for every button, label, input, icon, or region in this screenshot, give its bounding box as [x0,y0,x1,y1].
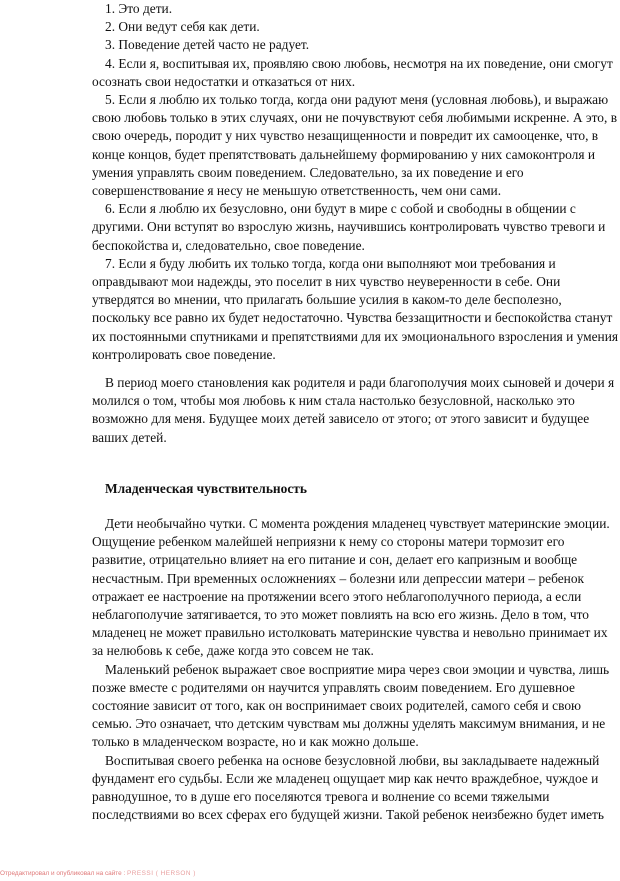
list-item: 2. Они ведут себя как дети. [105,19,260,35]
watermark-text: Отредактировал и опубликовал на сайте : [0,870,126,877]
section-heading: Младенческая чувствительность [105,481,307,496]
list-item: 6. Если я люблю их безусловно, они будут в мире с собой и свободны в общении с другими. Они вступят во взрослую жизнь, научившись контролировать чувство тревоги и беспокойства и, следовательно, свое поведение. [92,201,606,253]
list-item: 7. Если я буду любить их только тогда, когда они выполняют мои требования и оправдывают мои надежды, это поселит в них чувство неуверенности в себе. Они утвердятся во мнении, что прилагать большие усилия в каком-то деле бесполезно, поскольку все равно их будет недостаточно. Чувства беззащитности и беспокойства станут их постоянными спутниками и препятствиями для их эмоционального взросления и умения контролировать свое поведение. [92,255,619,362]
watermark-url: PRESSI ( HERSON ) [127,870,196,877]
publisher-watermark [0,869,196,878]
body-paragraph: Дети необычайно чутки. С момента рождения младенец чувствует материнские эмоции. Ощущение ребенком малейшей неприязни к нему со стороны матери тормозит его развитие, отрицательно влияет на его питание и сон, делает его капризным и вообще несчастным. При временных осложнениях – болезни или депрессии матери – ребенок отражает ее настроение на протяжении всего этого неблагополучного периода, а если неблагополучие затягивается, то это может повлиять на всю его жизнь. Дело в том, что младенец не может правильно истолковать материнские чувства и невольно принимает их за нелюбовь к себе, даже когда это совсем не так. [92,516,610,659]
list-item: 4. Если я, воспитывая их, проявляю свою любовь, несмотря на их поведение, они смогут осознать свои недостатки и отказаться от них. [92,55,613,89]
period-section [92,374,620,447]
infant-sensitivity-section [92,515,620,824]
list-item: 5. Если я люблю их только тогда, когда они радуют меня (условная любовь), и выражаю свою любовь только в этих случаях, они не почувствуют себя любимыми искренне. А это, в свою очередь, породит у них чувство незащищенности и повредит их самооценке, что, в конце концов, будет препятствовать дальнейшему формированию у них самоконтроля и умения управлять своим поведением. Следовательно, за их поведение и его совершенствование я несу не меньшую ответственность, чем они сами. [92,92,618,199]
period-paragraph: В период моего становления как родителя и ради благополучия моих сыновей и дочери я молился о том, чтобы моя любовь к ним стала настолько безусловной, насколько это возможно для меня. Будущее моих детей зависело от этого; от этого зависит и будущее ваших детей. [92,375,615,445]
principles-list [92,0,620,364]
body-paragraph: Маленький ребенок выражает свое восприятие мира через свои эмоции и чувства, лишь позже вместе с родителями он научится управлять своим поведением. Его душевное состояние зависит от того, как он воспринимает своих родителей, самого себя и свою семью. Это означает, что детским чувствам мы должны уделять максимум внимания, и не только в младенческом возрасте, но и как можно дольше. [92,661,610,750]
list-item: 3. Поведение детей часто не радует. [105,37,310,53]
body-paragraph: Воспитывая своего ребенка на основе безусловной любви, вы закладываете надежный фундамент его судьбы. Если же младенец ощущает мир как нечто враждебное, чуждое и равнодушное, то в душе его поселяются тревога и волнение со всеми тяжелыми последствиями во всех сферах его будущей жизни. Такой ребенок неизбежно будет иметь [92,752,604,823]
list-item: 1. Это дети. [105,1,173,16]
